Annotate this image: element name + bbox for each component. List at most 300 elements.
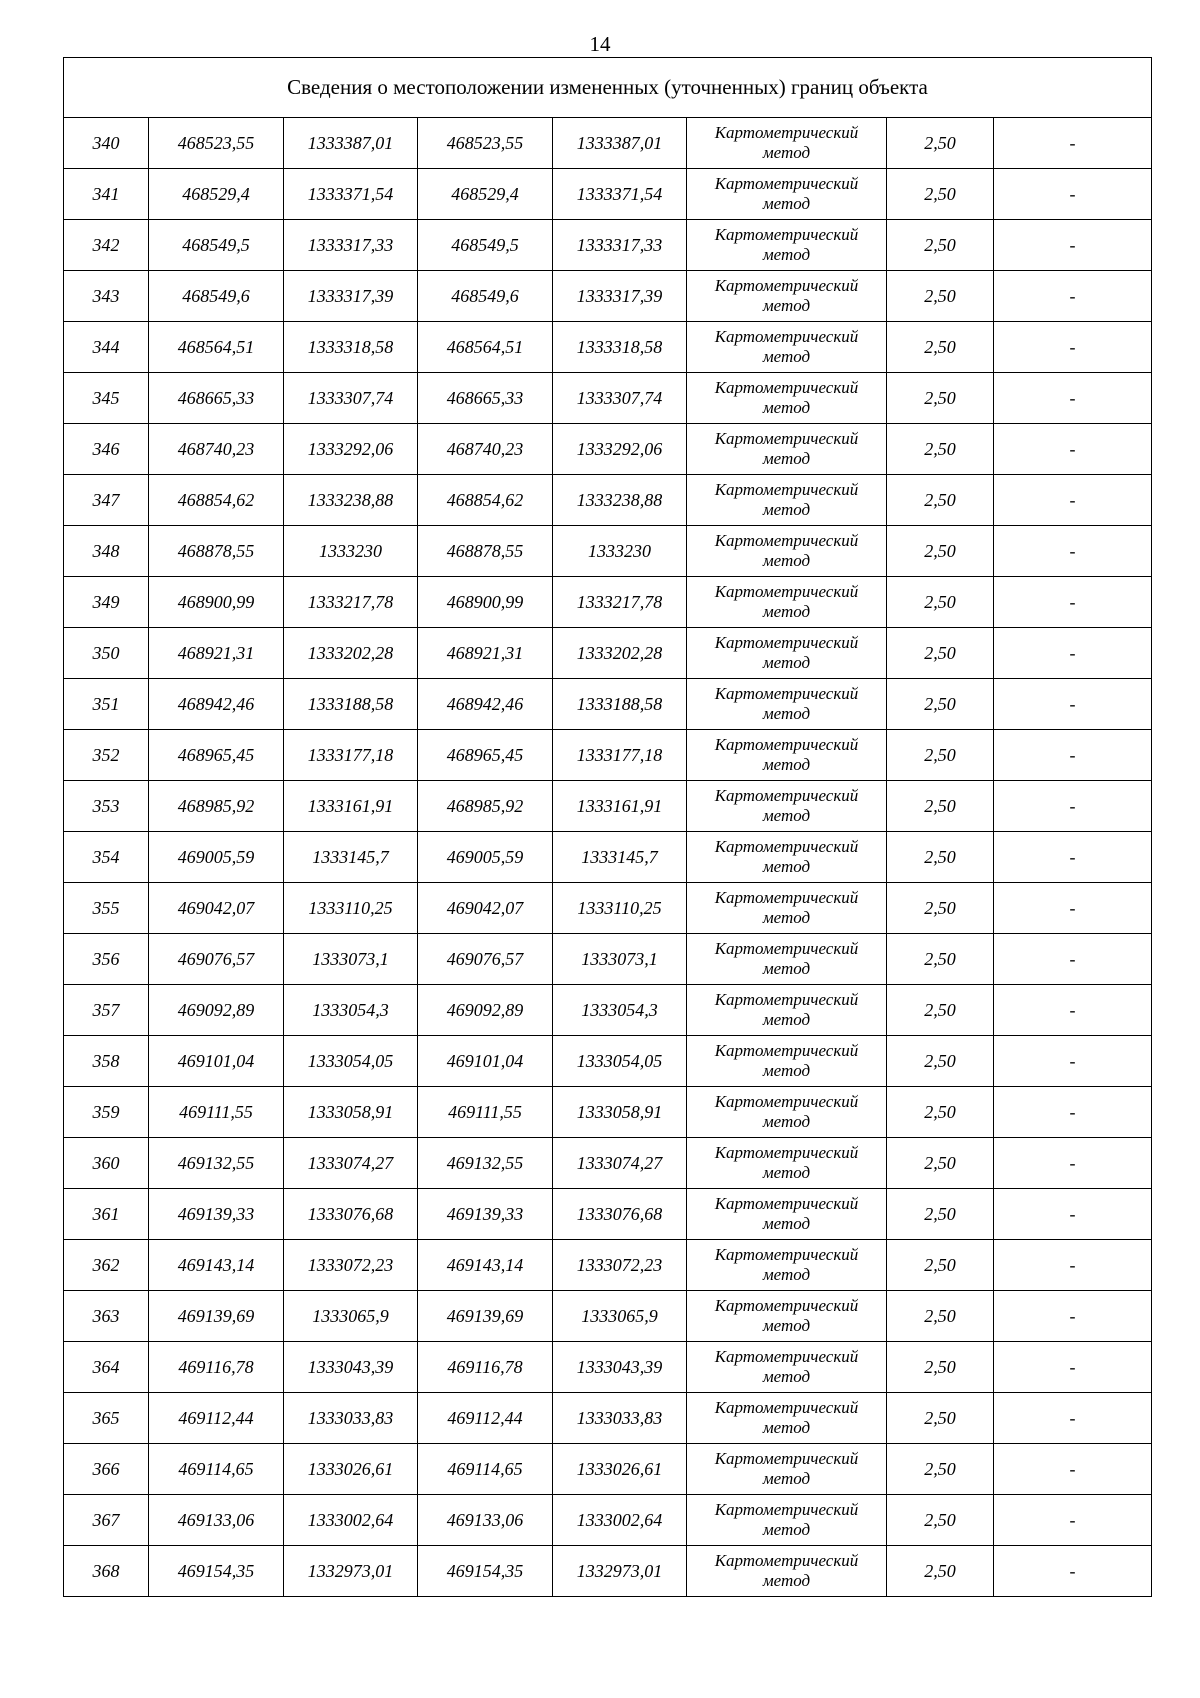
- point-number-cell: 366: [64, 1444, 149, 1495]
- method-text: Картометрический: [714, 225, 859, 244]
- accuracy-cell: 2,50: [887, 271, 994, 322]
- method-text: метод: [762, 347, 811, 366]
- accuracy-cell: 2,50: [887, 1495, 994, 1546]
- y-new-cell: 1333317,33: [553, 220, 687, 271]
- method-text: Картометрический: [714, 531, 859, 550]
- x-old-cell: 469143,14: [149, 1240, 284, 1291]
- method-text: Картометрический: [714, 582, 859, 601]
- method-text: Картометрический: [714, 276, 859, 295]
- y-old-cell: 1333033,83: [284, 1393, 418, 1444]
- x-new-cell: 469076,57: [418, 934, 553, 985]
- method-cell: [687, 577, 887, 628]
- y-new-cell: 1333054,05: [553, 1036, 687, 1087]
- table-row: [64, 1036, 1152, 1087]
- description-cell: -: [994, 1444, 1152, 1495]
- table-row: [64, 577, 1152, 628]
- accuracy-cell: 2,50: [887, 169, 994, 220]
- x-old-cell: 468740,23: [149, 424, 284, 475]
- method-text: метод: [762, 398, 811, 417]
- y-old-cell: 1333026,61: [284, 1444, 418, 1495]
- method-text: метод: [762, 806, 811, 825]
- method-text: метод: [762, 1520, 811, 1539]
- method-text: Картометрический: [714, 735, 859, 754]
- point-number-cell: 345: [64, 373, 149, 424]
- x-old-cell: 468549,5: [149, 220, 284, 271]
- table-row: [64, 1138, 1152, 1189]
- method-cell: [687, 373, 887, 424]
- point-number-cell: 349: [64, 577, 149, 628]
- description-cell: -: [994, 985, 1152, 1036]
- table-title-row: [64, 58, 1152, 118]
- method-cell: [687, 1087, 887, 1138]
- method-text: метод: [762, 1316, 811, 1335]
- accuracy-cell: 2,50: [887, 1342, 994, 1393]
- method-cell: [687, 169, 887, 220]
- y-new-cell: 1333318,58: [553, 322, 687, 373]
- y-new-cell: 1333110,25: [553, 883, 687, 934]
- point-number-cell: 351: [64, 679, 149, 730]
- point-number-cell: 365: [64, 1393, 149, 1444]
- table-row: [64, 781, 1152, 832]
- accuracy-cell: 2,50: [887, 1393, 994, 1444]
- description-cell: -: [994, 1036, 1152, 1087]
- x-old-cell: 468523,55: [149, 118, 284, 169]
- description-cell: -: [994, 730, 1152, 781]
- description-cell: -: [994, 1240, 1152, 1291]
- x-old-cell: 469154,35: [149, 1546, 284, 1597]
- x-new-cell: 468854,62: [418, 475, 553, 526]
- y-old-cell: 1333002,64: [284, 1495, 418, 1546]
- method-cell: [687, 934, 887, 985]
- y-old-cell: 1333076,68: [284, 1189, 418, 1240]
- point-number-cell: 368: [64, 1546, 149, 1597]
- x-new-cell: 468665,33: [418, 373, 553, 424]
- description-cell: -: [994, 1138, 1152, 1189]
- point-number-cell: 348: [64, 526, 149, 577]
- x-old-cell: 469042,07: [149, 883, 284, 934]
- y-old-cell: 1333317,39: [284, 271, 418, 322]
- accuracy-cell: 2,50: [887, 322, 994, 373]
- method-text: Картометрический: [714, 1245, 859, 1264]
- y-new-cell: 1333072,23: [553, 1240, 687, 1291]
- method-text: метод: [762, 194, 811, 213]
- method-text: Картометрический: [714, 174, 859, 193]
- method-text: Картометрический: [714, 1092, 859, 1111]
- y-new-cell: 1333371,54: [553, 169, 687, 220]
- table-title: Сведения о местоположении измененных (уточненных) границ объекта: [64, 58, 1152, 118]
- description-cell: -: [994, 679, 1152, 730]
- x-new-cell: 469139,33: [418, 1189, 553, 1240]
- y-old-cell: 1333318,58: [284, 322, 418, 373]
- method-cell: [687, 526, 887, 577]
- x-new-cell: 469116,78: [418, 1342, 553, 1393]
- y-old-cell: 1333054,05: [284, 1036, 418, 1087]
- method-text: Картометрический: [714, 786, 859, 805]
- y-new-cell: 1333387,01: [553, 118, 687, 169]
- method-cell: [687, 985, 887, 1036]
- y-new-cell: 1333002,64: [553, 1495, 687, 1546]
- x-new-cell: 469112,44: [418, 1393, 553, 1444]
- method-cell: [687, 1546, 887, 1597]
- table-body: [64, 58, 1152, 1597]
- point-number-cell: 346: [64, 424, 149, 475]
- x-new-cell: 469132,55: [418, 1138, 553, 1189]
- method-cell: [687, 1444, 887, 1495]
- x-new-cell: 469133,06: [418, 1495, 553, 1546]
- method-text: Картометрический: [714, 684, 859, 703]
- method-cell: [687, 424, 887, 475]
- x-new-cell: 469139,69: [418, 1291, 553, 1342]
- method-cell: [687, 832, 887, 883]
- accuracy-cell: 2,50: [887, 118, 994, 169]
- x-new-cell: 469101,04: [418, 1036, 553, 1087]
- method-text: Картометрический: [714, 1398, 859, 1417]
- method-text: метод: [762, 1214, 811, 1233]
- method-cell: [687, 1240, 887, 1291]
- y-new-cell: 1333317,39: [553, 271, 687, 322]
- x-old-cell: 468900,99: [149, 577, 284, 628]
- description-cell: -: [994, 781, 1152, 832]
- method-cell: [687, 628, 887, 679]
- y-new-cell: 1333073,1: [553, 934, 687, 985]
- point-number-cell: 359: [64, 1087, 149, 1138]
- method-cell: [687, 475, 887, 526]
- y-new-cell: 1332973,01: [553, 1546, 687, 1597]
- y-old-cell: 1332973,01: [284, 1546, 418, 1597]
- description-cell: -: [994, 475, 1152, 526]
- table-row: [64, 628, 1152, 679]
- table-row: [64, 934, 1152, 985]
- method-text: Картометрический: [714, 1347, 859, 1366]
- x-old-cell: 469111,55: [149, 1087, 284, 1138]
- accuracy-cell: 2,50: [887, 1240, 994, 1291]
- y-old-cell: 1333065,9: [284, 1291, 418, 1342]
- description-cell: -: [994, 628, 1152, 679]
- method-text: метод: [762, 653, 811, 672]
- point-number-cell: 361: [64, 1189, 149, 1240]
- method-cell: [687, 1393, 887, 1444]
- point-number-cell: 360: [64, 1138, 149, 1189]
- x-old-cell: 469116,78: [149, 1342, 284, 1393]
- description-cell: -: [994, 1189, 1152, 1240]
- accuracy-cell: 2,50: [887, 424, 994, 475]
- page-number: 14: [589, 32, 611, 56]
- y-new-cell: 1333292,06: [553, 424, 687, 475]
- y-new-cell: 1333217,78: [553, 577, 687, 628]
- method-text: Картометрический: [714, 990, 859, 1009]
- accuracy-cell: 2,50: [887, 1291, 994, 1342]
- description-cell: -: [994, 220, 1152, 271]
- description-cell: -: [994, 832, 1152, 883]
- method-cell: [687, 1036, 887, 1087]
- method-cell: [687, 730, 887, 781]
- y-new-cell: 1333026,61: [553, 1444, 687, 1495]
- y-old-cell: 1333371,54: [284, 169, 418, 220]
- point-number-cell: 341: [64, 169, 149, 220]
- table-row: [64, 1087, 1152, 1138]
- point-number-cell: 358: [64, 1036, 149, 1087]
- accuracy-cell: 2,50: [887, 1138, 994, 1189]
- accuracy-cell: 2,50: [887, 832, 994, 883]
- point-number-cell: 367: [64, 1495, 149, 1546]
- y-new-cell: 1333230: [553, 526, 687, 577]
- y-new-cell: 1333238,88: [553, 475, 687, 526]
- accuracy-cell: 2,50: [887, 220, 994, 271]
- x-old-cell: 469139,33: [149, 1189, 284, 1240]
- point-number-cell: 350: [64, 628, 149, 679]
- x-old-cell: 468878,55: [149, 526, 284, 577]
- x-new-cell: 469005,59: [418, 832, 553, 883]
- table-row: [64, 1291, 1152, 1342]
- y-new-cell: 1333307,74: [553, 373, 687, 424]
- table-row: [64, 220, 1152, 271]
- method-text: Картометрический: [714, 378, 859, 397]
- y-old-cell: 1333043,39: [284, 1342, 418, 1393]
- y-new-cell: 1333033,83: [553, 1393, 687, 1444]
- x-old-cell: 469112,44: [149, 1393, 284, 1444]
- accuracy-cell: 2,50: [887, 781, 994, 832]
- method-text: Картометрический: [714, 327, 859, 346]
- accuracy-cell: 2,50: [887, 985, 994, 1036]
- table-row: [64, 424, 1152, 475]
- accuracy-cell: 2,50: [887, 1546, 994, 1597]
- x-new-cell: 469111,55: [418, 1087, 553, 1138]
- accuracy-cell: 2,50: [887, 1036, 994, 1087]
- method-text: метод: [762, 1163, 811, 1182]
- x-old-cell: 468854,62: [149, 475, 284, 526]
- table-row: [64, 730, 1152, 781]
- x-new-cell: 468564,51: [418, 322, 553, 373]
- y-old-cell: 1333177,18: [284, 730, 418, 781]
- method-cell: [687, 679, 887, 730]
- method-cell: [687, 118, 887, 169]
- method-text: метод: [762, 296, 811, 315]
- x-old-cell: 468965,45: [149, 730, 284, 781]
- y-new-cell: 1333177,18: [553, 730, 687, 781]
- table-row: [64, 1240, 1152, 1291]
- y-old-cell: 1333188,58: [284, 679, 418, 730]
- description-cell: -: [994, 1342, 1152, 1393]
- description-cell: -: [994, 577, 1152, 628]
- y-new-cell: 1333145,7: [553, 832, 687, 883]
- point-number-cell: 340: [64, 118, 149, 169]
- y-old-cell: 1333145,7: [284, 832, 418, 883]
- method-text: метод: [762, 1010, 811, 1029]
- method-text: Картометрический: [714, 1296, 859, 1315]
- x-old-cell: 469132,55: [149, 1138, 284, 1189]
- x-new-cell: 468965,45: [418, 730, 553, 781]
- method-cell: [687, 1342, 887, 1393]
- accuracy-cell: 2,50: [887, 934, 994, 985]
- x-new-cell: 468985,92: [418, 781, 553, 832]
- y-new-cell: 1333188,58: [553, 679, 687, 730]
- point-number-cell: 343: [64, 271, 149, 322]
- method-text: метод: [762, 1571, 811, 1590]
- method-text: метод: [762, 1367, 811, 1386]
- y-new-cell: 1333202,28: [553, 628, 687, 679]
- accuracy-cell: 2,50: [887, 679, 994, 730]
- method-text: Картометрический: [714, 1500, 859, 1519]
- x-new-cell: 469114,65: [418, 1444, 553, 1495]
- x-new-cell: 469143,14: [418, 1240, 553, 1291]
- method-text: Картометрический: [714, 123, 859, 142]
- method-text: Картометрический: [714, 1449, 859, 1468]
- accuracy-cell: 2,50: [887, 577, 994, 628]
- method-text: метод: [762, 602, 811, 621]
- x-new-cell: 468523,55: [418, 118, 553, 169]
- table-row: [64, 322, 1152, 373]
- point-number-cell: 342: [64, 220, 149, 271]
- point-number-cell: 354: [64, 832, 149, 883]
- method-cell: [687, 1138, 887, 1189]
- table-row: [64, 1546, 1152, 1597]
- method-text: метод: [762, 959, 811, 978]
- y-old-cell: 1333307,74: [284, 373, 418, 424]
- x-new-cell: 468740,23: [418, 424, 553, 475]
- point-number-cell: 355: [64, 883, 149, 934]
- x-new-cell: 468549,5: [418, 220, 553, 271]
- y-new-cell: 1333074,27: [553, 1138, 687, 1189]
- description-cell: -: [994, 526, 1152, 577]
- accuracy-cell: 2,50: [887, 526, 994, 577]
- table-row: [64, 832, 1152, 883]
- method-text: метод: [762, 500, 811, 519]
- method-cell: [687, 1291, 887, 1342]
- accuracy-cell: 2,50: [887, 628, 994, 679]
- description-cell: -: [994, 1495, 1152, 1546]
- method-text: Картометрический: [714, 1041, 859, 1060]
- y-new-cell: 1333058,91: [553, 1087, 687, 1138]
- table-row: [64, 1189, 1152, 1240]
- method-text: Картометрический: [714, 480, 859, 499]
- y-old-cell: 1333202,28: [284, 628, 418, 679]
- y-old-cell: 1333058,91: [284, 1087, 418, 1138]
- table-row: [64, 679, 1152, 730]
- method-cell: [687, 1495, 887, 1546]
- description-cell: -: [994, 169, 1152, 220]
- description-cell: -: [994, 271, 1152, 322]
- description-cell: -: [994, 1087, 1152, 1138]
- x-old-cell: 469139,69: [149, 1291, 284, 1342]
- table-row: [64, 373, 1152, 424]
- table-row: [64, 1342, 1152, 1393]
- y-old-cell: 1333073,1: [284, 934, 418, 985]
- y-new-cell: 1333076,68: [553, 1189, 687, 1240]
- description-cell: -: [994, 1291, 1152, 1342]
- table-row: [64, 985, 1152, 1036]
- table-row: [64, 118, 1152, 169]
- method-text: метод: [762, 143, 811, 162]
- y-old-cell: 1333072,23: [284, 1240, 418, 1291]
- x-old-cell: 469076,57: [149, 934, 284, 985]
- x-new-cell: 468942,46: [418, 679, 553, 730]
- description-cell: -: [994, 883, 1152, 934]
- y-old-cell: 1333161,91: [284, 781, 418, 832]
- y-old-cell: 1333054,3: [284, 985, 418, 1036]
- x-old-cell: 469133,06: [149, 1495, 284, 1546]
- table-row: [64, 475, 1152, 526]
- y-old-cell: 1333387,01: [284, 118, 418, 169]
- x-new-cell: 468900,99: [418, 577, 553, 628]
- point-number-cell: 344: [64, 322, 149, 373]
- y-old-cell: 1333238,88: [284, 475, 418, 526]
- y-old-cell: 1333110,25: [284, 883, 418, 934]
- method-cell: [687, 322, 887, 373]
- y-old-cell: 1333230: [284, 526, 418, 577]
- accuracy-cell: 2,50: [887, 1087, 994, 1138]
- method-text: Картометрический: [714, 888, 859, 907]
- x-new-cell: 469154,35: [418, 1546, 553, 1597]
- point-number-cell: 363: [64, 1291, 149, 1342]
- x-old-cell: 468564,51: [149, 322, 284, 373]
- x-old-cell: 468985,92: [149, 781, 284, 832]
- point-number-cell: 352: [64, 730, 149, 781]
- method-text: метод: [762, 857, 811, 876]
- x-new-cell: 468878,55: [418, 526, 553, 577]
- method-text: Картометрический: [714, 429, 859, 448]
- y-old-cell: 1333317,33: [284, 220, 418, 271]
- method-cell: [687, 271, 887, 322]
- y-new-cell: 1333161,91: [553, 781, 687, 832]
- table-row: [64, 883, 1152, 934]
- y-old-cell: 1333217,78: [284, 577, 418, 628]
- method-text: метод: [762, 1469, 811, 1488]
- y-old-cell: 1333074,27: [284, 1138, 418, 1189]
- description-cell: -: [994, 118, 1152, 169]
- point-number-cell: 364: [64, 1342, 149, 1393]
- accuracy-cell: 2,50: [887, 883, 994, 934]
- description-cell: -: [994, 934, 1152, 985]
- description-cell: -: [994, 1393, 1152, 1444]
- method-text: метод: [762, 1061, 811, 1080]
- table-row: [64, 1495, 1152, 1546]
- method-cell: [687, 883, 887, 934]
- method-text: метод: [762, 755, 811, 774]
- x-new-cell: 469042,07: [418, 883, 553, 934]
- accuracy-cell: 2,50: [887, 1189, 994, 1240]
- y-new-cell: 1333054,3: [553, 985, 687, 1036]
- x-old-cell: 468529,4: [149, 169, 284, 220]
- method-text: Картометрический: [714, 1194, 859, 1213]
- accuracy-cell: 2,50: [887, 730, 994, 781]
- method-cell: [687, 220, 887, 271]
- accuracy-cell: 2,50: [887, 373, 994, 424]
- point-number-cell: 362: [64, 1240, 149, 1291]
- point-number-cell: 357: [64, 985, 149, 1036]
- point-number-cell: 356: [64, 934, 149, 985]
- method-text: Картометрический: [714, 939, 859, 958]
- description-cell: -: [994, 424, 1152, 475]
- x-new-cell: 468549,6: [418, 271, 553, 322]
- method-text: метод: [762, 908, 811, 927]
- x-new-cell: 468921,31: [418, 628, 553, 679]
- table-row: [64, 169, 1152, 220]
- x-old-cell: 469092,89: [149, 985, 284, 1036]
- method-text: Картометрический: [714, 837, 859, 856]
- y-new-cell: 1333065,9: [553, 1291, 687, 1342]
- x-old-cell: 469114,65: [149, 1444, 284, 1495]
- x-old-cell: 468921,31: [149, 628, 284, 679]
- x-old-cell: 468549,6: [149, 271, 284, 322]
- method-text: метод: [762, 704, 811, 723]
- method-text: метод: [762, 449, 811, 468]
- point-number-cell: 353: [64, 781, 149, 832]
- table-row: [64, 1444, 1152, 1495]
- method-text: метод: [762, 551, 811, 570]
- point-number-cell: 347: [64, 475, 149, 526]
- description-cell: -: [994, 1546, 1152, 1597]
- x-old-cell: 468942,46: [149, 679, 284, 730]
